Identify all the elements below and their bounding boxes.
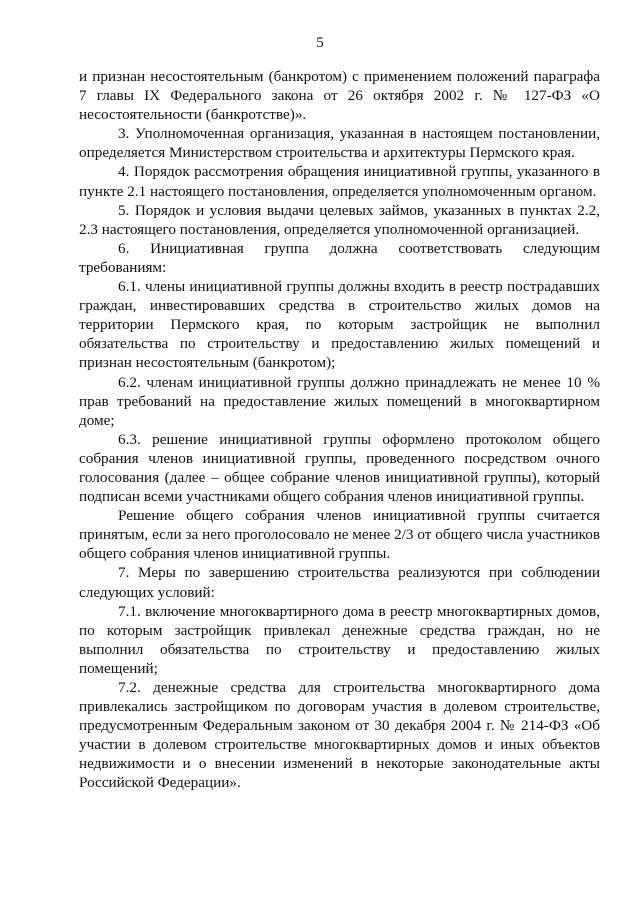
paragraph-6-group-requirements: 6. Инициативная группа должна соответствовать следующим требованиям: bbox=[79, 239, 600, 276]
paragraph-7-completion-measures: 7. Меры по завершению строительства реализуются при соблюдении следующих условий: bbox=[79, 564, 600, 601]
paragraph-5-loan-conditions: 5. Порядок и условия выдачи целевых займов, указанных в пунктах 2.2, 2.3 настоящего постановления, определяется уполномоченной организацией. bbox=[79, 201, 600, 238]
document-body bbox=[79, 67, 600, 793]
paragraph-7-2-shared-construction: 7.2. денежные средства для строительства многоквартирного дома привлекались застройщиком по договорам участия в долевом строительстве, предусмотренным Федеральным законом от 30 декабря 2004 г. № 214-ФЗ «Об участии в долевом строительстве многоквартирных домов и иных объектов недвижимости и о внесении изменений в некоторые законодательные акты Российской Федерации». bbox=[79, 679, 600, 792]
paragraph-3-authorized-organization: 3. Уполномоченная организация, указанная в настоящем постановлении, определяется Министерством строительства и архитектуры Пермского края. bbox=[79, 125, 600, 162]
paragraph-7-1-building-register: 7.1. включение многоквартирного дома в реестр многоквартирных домов, по которым застройщик привлекал денежные средства граждан, но не выполнил обязательства по строительству и предоставлению жилых помещений; bbox=[79, 602, 600, 677]
paragraph-decision-quorum: Решение общего собрания членов инициативной группы считается принятым, если за него проголосовало не менее 2/3 от общего числа участников общего собрания членов инициативной группы. bbox=[79, 507, 600, 563]
paragraph-continuation: и признан несостоятельным (банкротом) с применением положений параграфа 7 главы IX Федерального закона от 26 октября 2002 г. № 127-ФЗ «О несостоятельности (банкротстве)». bbox=[79, 68, 600, 124]
page-number: 5 bbox=[316, 35, 324, 51]
paragraph-6-1-register: 6.1. члены инициативной группы должны входить в реестр пострадавших граждан, инвестировавших средства в строительство жилых домов на территории Пермского края, по которым застройщик не выполнил обязательства по строительству и предоставлению жилых помещений и признан несостоятельным (банкротом); bbox=[79, 278, 600, 372]
paragraph-6-3-meeting-protocol: 6.3. решение инициативной группы оформлено протоколом общего собрания членов инициативной группы, проведенного посредством очного голосования (далее – общее собрание членов инициативной группы), который подписан всеми участниками общего собрания членов инициативной группы. bbox=[79, 430, 600, 506]
paragraph-6-2-rights-share: 6.2. членам инициативной группы должно принадлежать не менее 10 % прав требований на предоставление жилых помещений в многоквартирном доме; bbox=[79, 373, 600, 429]
paragraph-4-review-procedure: 4. Порядок рассмотрения обращения инициативной группы, указанного в пункте 2.1 настоящего постановления, определяется уполномоченным органом. bbox=[79, 163, 600, 200]
